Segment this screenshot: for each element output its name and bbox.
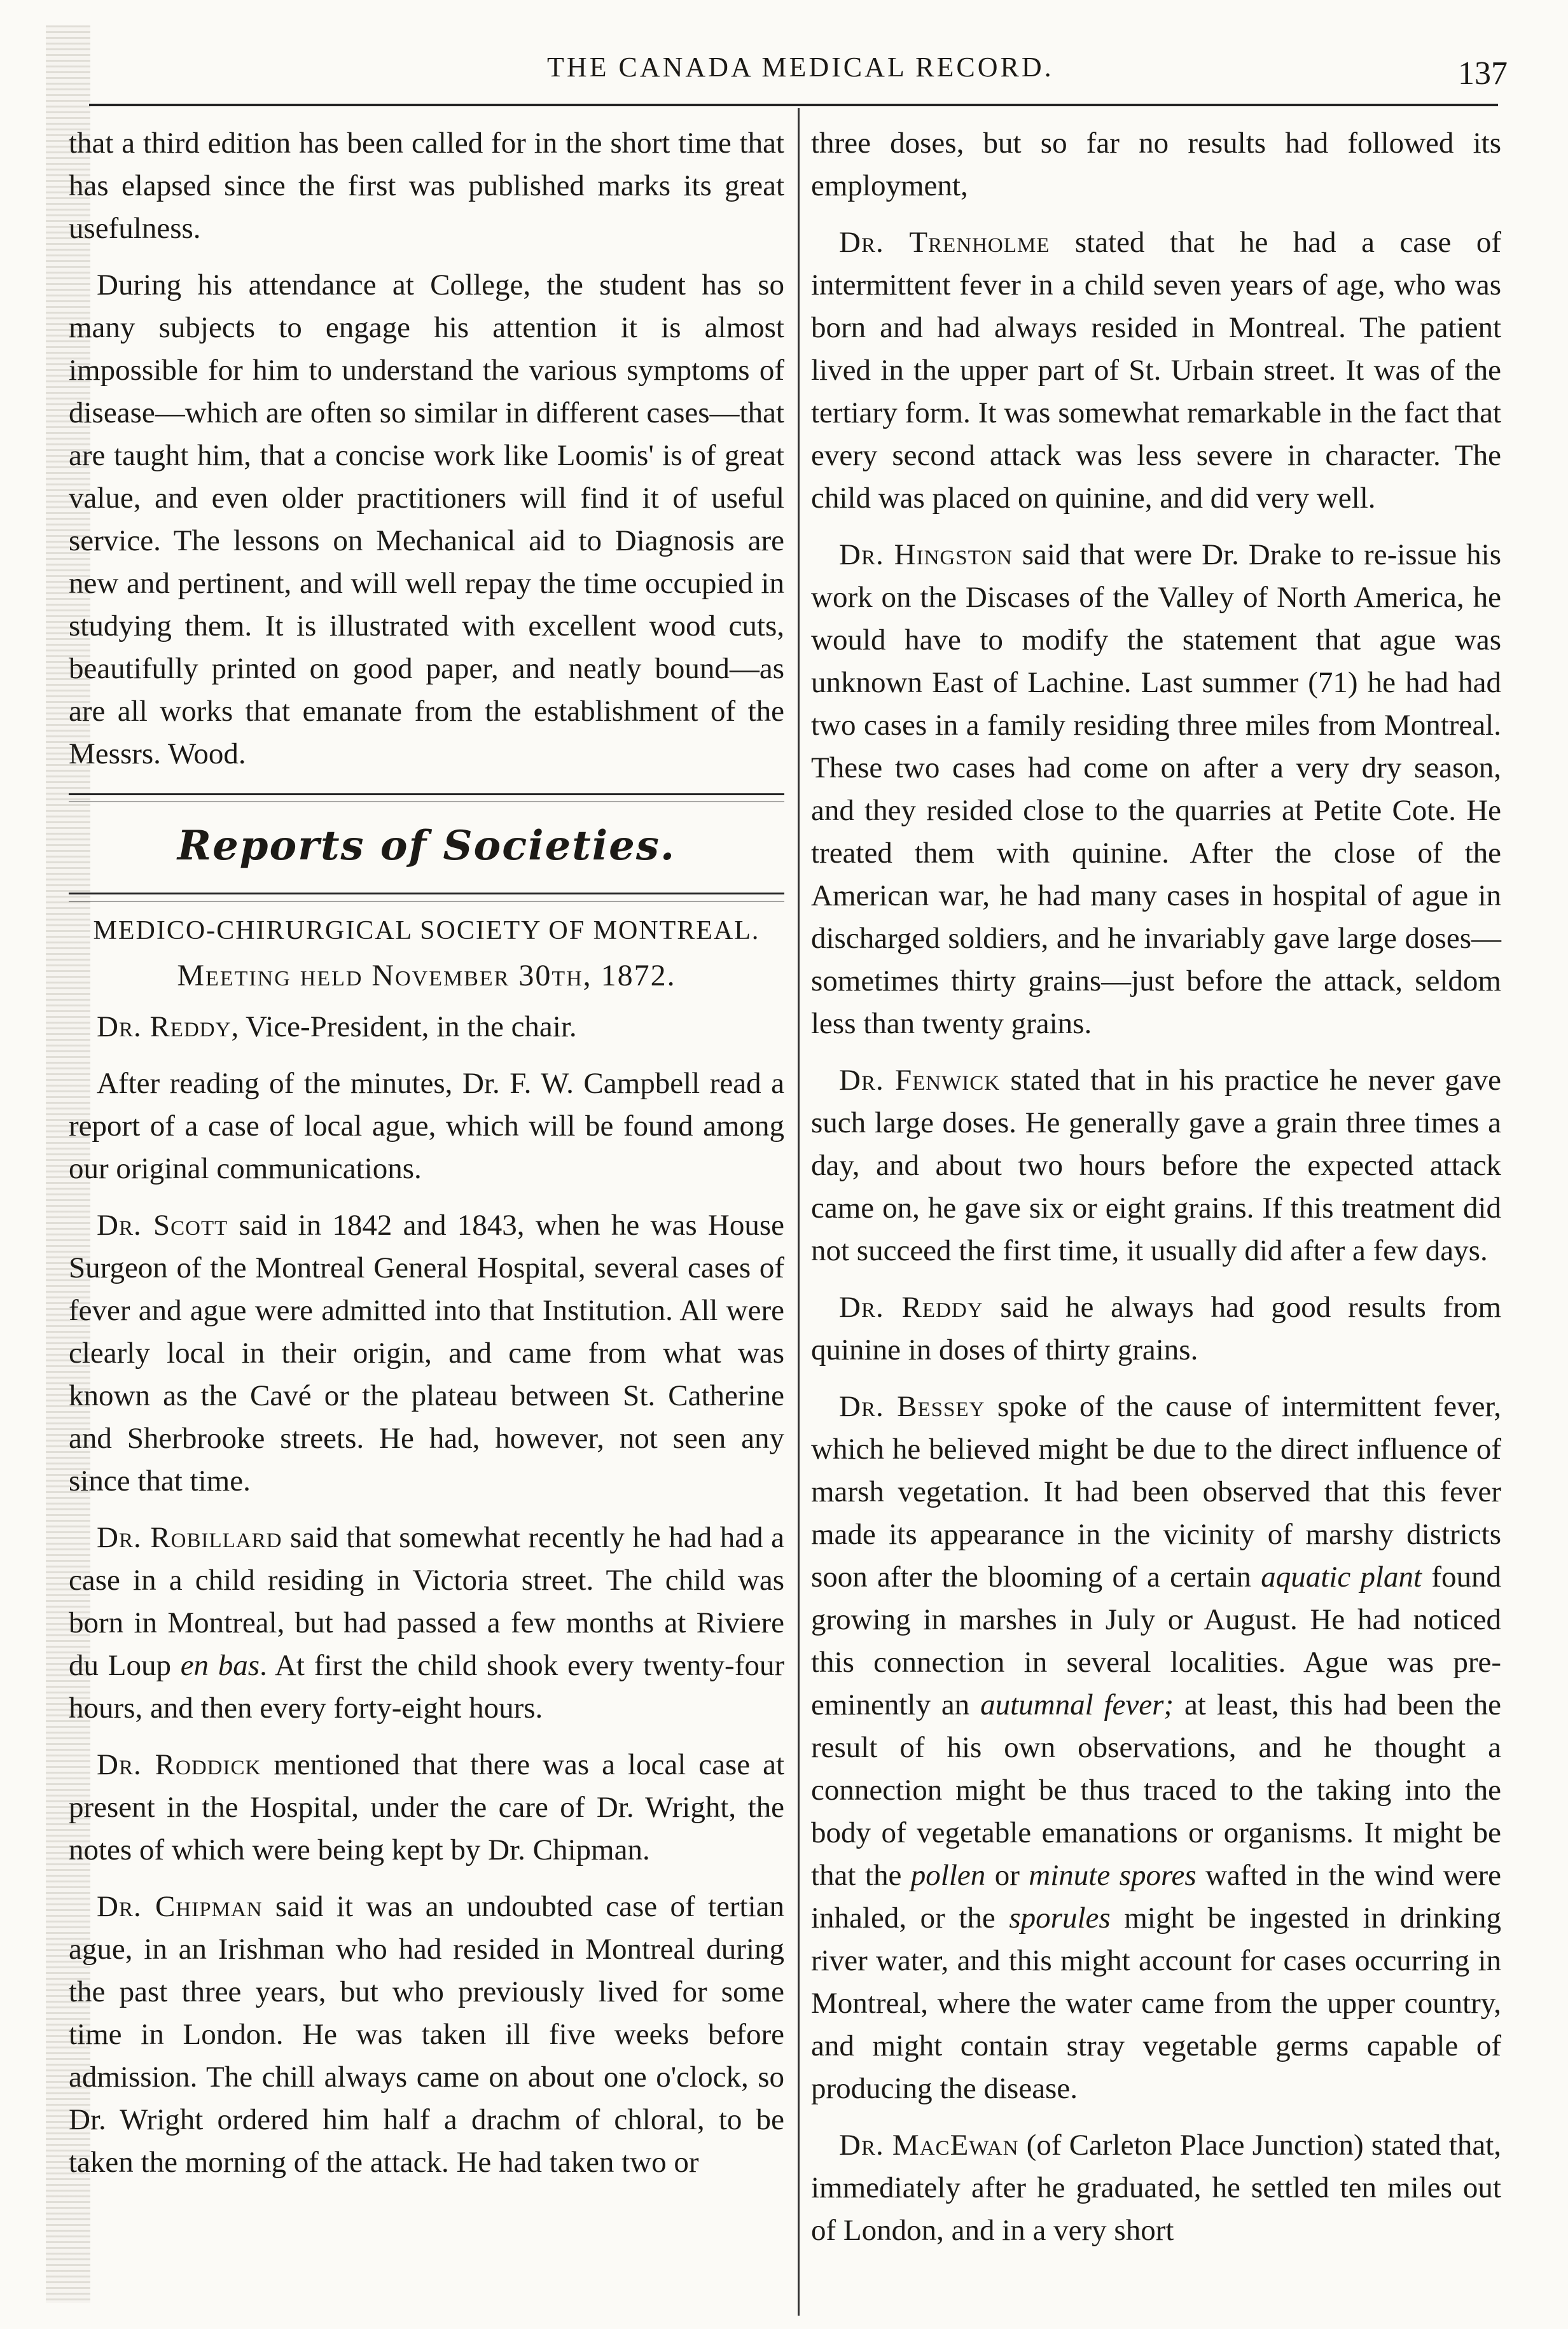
italic-phrase: pollen [910,1859,986,1892]
speaker-name: Dr. Trenholme [839,226,1050,259]
scott-paragraph [69,1204,784,1503]
paragraph-text: spoke of the cause of intermittent fever, which he believed might be due to the direct influence of marsh vegetation. It had been observed that this fever made its appearance in the vicinity of marshy districts soon after the blooming of a certain [811,1390,1502,1594]
paragraph-text: . At first the child shook every twenty-four hours, and then every forty-eight hours. [69,1649,784,1725]
paragraph-text: or [985,1859,1029,1892]
speaker-name: Dr. MacEwan [839,2129,1019,2162]
paragraph-text: might be ingested in drinking river water, and this might account for cases occurring in Montreal, where the water came from the upper country, and might contain stray vegetable germs capable of producing the disease. [811,1901,1501,2105]
speaker-name: Dr. Scott [97,1209,228,1242]
speaker-name: Dr. Bessey [839,1390,985,1423]
paragraph-text: said he always had good results from quinine in doses of thirty grains. [811,1291,1501,1366]
paragraph-text: said it was an undoubted case of tertian ague, in an Irishman who had resided in Montreal during the past three years, but who previously lived for some time in London. He was taken ill five weeks before admission. The chill always came on about one o'clock, so Dr. Wright ordered him half a drachm of chloral, to be taken the morning of the attack. He had taken two or [69,1890,784,2179]
section-rule-bottom [69,893,784,901]
paragraph-text: said in 1842 and 1843, when he was House Surgeon of the Montreal General Hospital, several cases of fever and ague were admitted into that Institution. All were clearly local in their origin, and came from what was known as the Cavé or the plateau between St. Catherine and Sherbrooke streets. He had, however, not seen any since that time. [69,1209,784,1498]
header-rule [89,104,1498,106]
section-heading: Reports of Societies. [177,822,676,870]
paragraph-text: stated that he had a case of intermittent fever in a child seven years of age, who was born and had always resided in Montreal. The patient lived in the upper part of St. Urbain street. It was of the tertiary form. It was somewhat remarkable in the fact that every second attack was less severe in character. The child was placed on quinine, and did very well. [811,226,1501,515]
fenwick-paragraph [811,1059,1501,1272]
chair-paragraph [69,1006,784,1048]
italic-phrase: minute spores [1029,1859,1197,1892]
italic-phrase: autumnal fever; [980,1688,1174,1721]
right-column [811,122,1501,2266]
meeting-line: Meeting held November 30th, 1872. [177,959,676,992]
society-name: MEDICO-CHIRURGICAL SOCIETY OF MONTREAL. [93,916,760,945]
paragraph-text: (of Carleton Place Junction) stated that, immediately after he graduated, he settled ten miles out of London, and in a very short [811,2129,1501,2247]
paragraph-text: stated that in his practice he never gave such large doses. He generally gave a grain three times a day, and about two hours before the expected attack came on, he gave six or eight grains. If this treatment did not succeed the first time, it usually did after a few days. [811,1064,1501,1267]
paragraph-text: , Vice-President, in the chair. [231,1010,577,1043]
speaker-name: Dr. Reddy [97,1010,232,1043]
paragraph-text: said that were Dr. Drake to re-issue his work on the Discases of the Valley of North America, he would have to modify the statement that ague was unknown East of Lachine. Last summer (71) he had had two cases in a family residing three miles from Montreal. These two cases had come on after a very dry season, and they resided close to the quarries at Petite Cote. He treated them with quinine. After the close of the American war, he had many cases in hospital of ague in discharged soldiers, and he invariably gave large doses—sometimes thirty grains—just before the attack, seldom less than twenty grains. [811,538,1502,1040]
left-column [69,122,784,2198]
section-rule-top [69,793,784,802]
paragraph-text: at least, this had been the result of his own observations, and he thought a connection might be thus traced to the taking into the body of vegetable emanations or organisms. It might be that the [811,1688,1501,1892]
italic-phrase: aquatic plant [1261,1561,1422,1594]
review-paragraph-2: During his attendance at College, the student has so many subjects to engage his attention it is almost impossible for him to understand the various symptoms of disease—which are often so similar in different cases—that are taught him, that a concise work like Loomis' is of great value, and even older practitioners will find it of useful service. The lessons on Mechanical aid to Diagnosis are new and pertinent, and will well repay the time occupied in studying them. It is illustrated with excellent wood cuts, beautifully printed on good paper, and neatly bound—as are all works that emanate from the establishment of the Messrs. Wood. [69,268,784,770]
page-number: 137 [1458,55,1508,92]
speaker-name: Dr. Roddick [97,1748,261,1781]
macewan-paragraph [811,2124,1501,2252]
paragraph-text: mentioned that there was a local case at present in the Hospital, under the care of Dr. Wright, the notes of which were being kept by Dr. Chipman. [69,1748,784,1867]
reddy-paragraph [811,1286,1501,1372]
paragraph-text: found growing in marshes in July or August. He had noticed this connection in several localities. Ague was pre-eminently an [811,1561,1501,1721]
column-divider [798,108,800,2316]
speaker-name: Dr. Hingston [839,538,1013,571]
italic-phrase: en bas [180,1649,260,1682]
chipman-paragraph [69,1886,784,2184]
running-header [89,45,1508,102]
bessey-paragraph [811,1386,1501,2110]
hingston-paragraph [811,534,1501,1045]
speaker-name: Dr. Robillard [97,1521,282,1554]
speaker-name: Dr. Fenwick [839,1064,1001,1097]
trenholme-paragraph [811,221,1501,520]
speaker-name: Dr. Chipman [97,1890,263,1923]
speaker-name: Dr. Reddy [839,1291,983,1324]
paragraph-text: said that somewhat recently he had had a case in a child residing in Victoria street. The child was born in Montreal, but had passed a few months at Riviere du Loup [69,1521,784,1682]
paragraph-text: wafted in the wind were inhaled, or the [811,1859,1501,1935]
minutes-paragraph: After reading of the minutes, Dr. F. W. Campbell read a report of a case of local ague, which will be found among our original communications. [69,1067,784,1185]
review-paragraph-1: that a third edition has been called for in the short time that has elapsed since the first was published marks its great usefulness. [69,127,784,245]
italic-phrase: sporules [1009,1901,1111,1935]
journal-title: THE CANADA MEDICAL RECORD. [547,52,1054,83]
continuation-paragraph: three doses, but so far no results had followed its employment, [811,127,1501,202]
robillard-paragraph [69,1517,784,1730]
roddick-paragraph [69,1744,784,1872]
